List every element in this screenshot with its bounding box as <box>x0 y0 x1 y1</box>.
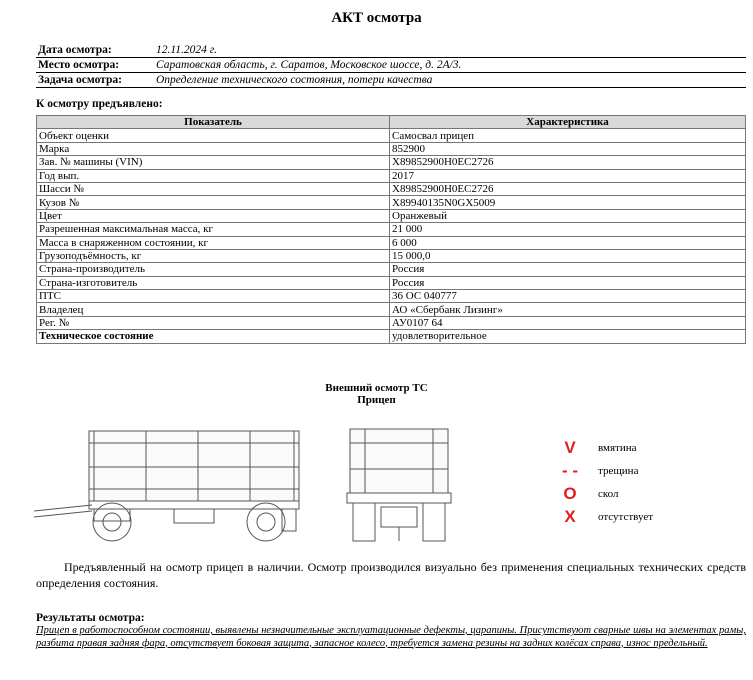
presented-heading: К осмотру предъявлено: <box>36 98 163 110</box>
legend-label: отсутствует <box>598 510 654 523</box>
legend-label: скол <box>598 487 619 500</box>
meta-label: Задача осмотра: <box>36 73 154 88</box>
table-row <box>37 209 746 222</box>
table-row <box>37 142 746 155</box>
parameter-cell: Рег. № <box>37 316 390 329</box>
legend-label: вмятина <box>598 441 637 454</box>
value-cell: Россия <box>390 263 746 276</box>
value-cell: Самосвал прицеп <box>390 129 746 142</box>
parameter-cell: Год вып. <box>37 169 390 182</box>
value-cell: Оранжевый <box>390 209 746 222</box>
table-row <box>37 129 746 142</box>
crack-mark-icon: - - <box>561 460 579 480</box>
meta-row-place <box>36 58 746 73</box>
meta-row-date <box>36 43 746 58</box>
table-row <box>37 196 746 209</box>
trailer-side-view-drawing <box>34 423 334 543</box>
table-row <box>37 316 746 329</box>
column-header: Показатель <box>37 116 390 129</box>
legend-item-crack <box>556 459 736 482</box>
parameter-cell: Марка <box>37 142 390 155</box>
table-row <box>37 276 746 289</box>
table-row <box>37 156 746 169</box>
legend-item-chip <box>556 482 736 505</box>
missing-mark-icon: X <box>564 506 576 526</box>
table-row <box>37 303 746 316</box>
parameter-cell: ПТС <box>37 290 390 303</box>
parameter-cell: Техническое состояние <box>37 330 390 343</box>
meta-value: Определение технического состояния, потери качества <box>154 73 746 88</box>
table-row <box>37 290 746 303</box>
value-cell: 2017 <box>390 169 746 182</box>
table-row <box>37 236 746 249</box>
results-heading: Результаты осмотра: <box>36 612 145 624</box>
parameter-cell: Кузов № <box>37 196 390 209</box>
table-row <box>37 330 746 343</box>
document-title: АКТ осмотра <box>331 10 422 26</box>
parameter-cell: Объект оценки <box>37 129 390 142</box>
dent-mark-icon: V <box>564 437 576 457</box>
chip-mark-icon: O <box>563 483 577 503</box>
meta-row-task <box>36 73 746 88</box>
value-cell: 21 000 <box>390 223 746 236</box>
parameter-cell: Разрешенная максимальная масса, кг <box>37 223 390 236</box>
meta-label: Дата осмотра: <box>36 43 154 58</box>
value-cell: АУ0107 64 <box>390 316 746 329</box>
legend-item-missing <box>556 505 736 528</box>
meta-value: 12.11.2024 г. <box>154 43 746 58</box>
parameter-cell: Владелец <box>37 303 390 316</box>
value-cell: АО «Сбербанк Лизинг» <box>390 303 746 316</box>
table-row <box>37 169 746 182</box>
damage-legend <box>556 436 736 528</box>
value-cell: Россия <box>390 276 746 289</box>
table-row <box>37 249 746 262</box>
inspection-description: Предъявленный на осмотр прицеп в наличии. Осмотр производился визуально без применения специальных технических средств определения состояния. <box>36 560 746 590</box>
table-row <box>37 182 746 195</box>
value-cell: X89940135N0GX5009 <box>390 196 746 209</box>
table-row <box>37 263 746 276</box>
parameter-cell: Грузоподъёмность, кг <box>37 249 390 262</box>
value-cell: X89852900H0EC2726 <box>390 156 746 169</box>
legend-label: трещина <box>598 464 639 477</box>
trailer-rear-view-drawing <box>345 427 455 545</box>
inspection-meta-table <box>36 43 746 88</box>
meta-label: Место осмотра: <box>36 58 154 73</box>
value-cell: 36 ОС 040777 <box>390 290 746 303</box>
results-text: Прицеп в работоспособном состоянии, выявлены незначительные эксплуатационные дефекты, царапины. Присутствуют сварные швы на элементах рамы, разбита правая задняя фара, отсутствует боковая защита, запасное колесо, требуется замена резины на задних колёсах справа, износ предельный. <box>36 625 746 649</box>
value-cell: 6 000 <box>390 236 746 249</box>
parameter-cell: Страна-производитель <box>37 263 390 276</box>
parameter-cell: Страна-изготовитель <box>37 276 390 289</box>
legend-item-dent <box>556 436 736 459</box>
visual-inspection-title: Внешний осмотр ТС <box>325 382 428 394</box>
characteristics-table <box>36 115 746 344</box>
column-header: Характеристика <box>390 116 746 129</box>
value-cell: удовлетворительное <box>390 330 746 343</box>
table-header-row <box>37 116 746 129</box>
parameter-cell: Зав. № машины (VIN) <box>37 156 390 169</box>
parameter-cell: Цвет <box>37 209 390 222</box>
table-row <box>37 223 746 236</box>
parameter-cell: Масса в снаряженном состоянии, кг <box>37 236 390 249</box>
value-cell: X89852900H0EC2726 <box>390 182 746 195</box>
meta-value: Саратовская область, г. Саратов, Московское шоссе, д. 2А/3. <box>154 58 746 73</box>
value-cell: 15 000,0 <box>390 249 746 262</box>
value-cell: 852900 <box>390 142 746 155</box>
parameter-cell: Шасси № <box>37 182 390 195</box>
visual-inspection-subtitle: Прицеп <box>357 394 396 406</box>
visual-inspection-heading <box>0 382 753 406</box>
